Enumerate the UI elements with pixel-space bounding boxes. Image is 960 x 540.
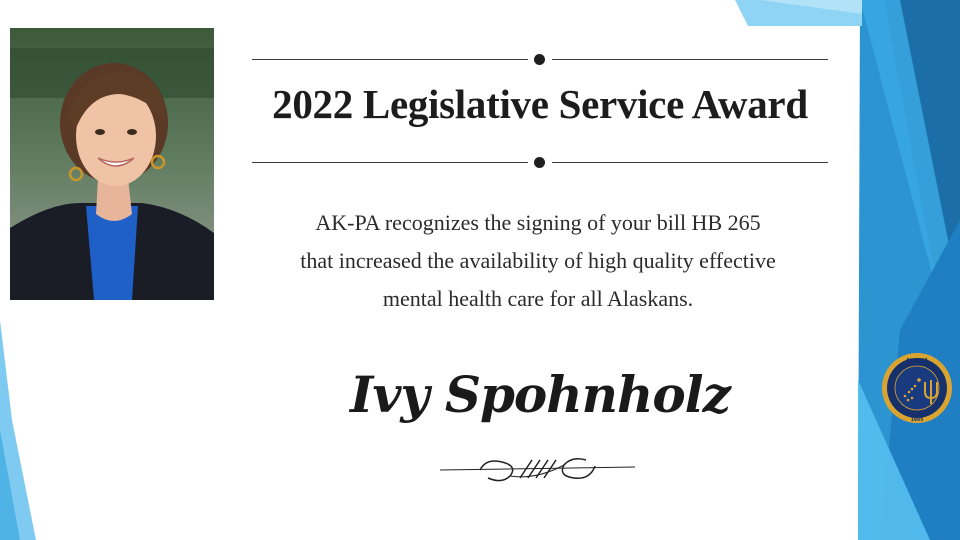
svg-text:ALASKA: ALASKA [905,358,929,364]
bottom-divider [252,157,828,169]
recipient-signature: Ivy Spohnholz [349,365,731,424]
award-title: 2022 Legislative Service Award [272,81,808,127]
association-seal-icon [881,352,953,424]
flourish-ornament-icon [440,452,635,488]
description-line-1: AK-PA recognizes the signing of your bill HB 265 [315,210,761,235]
award-description [232,204,844,318]
description-line-3: mental health care for all Alaskans. [382,286,694,311]
svg-text:1985: 1985 [910,418,924,423]
description-line-2: that increased the availability of high quality effective [300,248,776,273]
recipient-photo [10,28,214,300]
top-divider [252,54,828,66]
